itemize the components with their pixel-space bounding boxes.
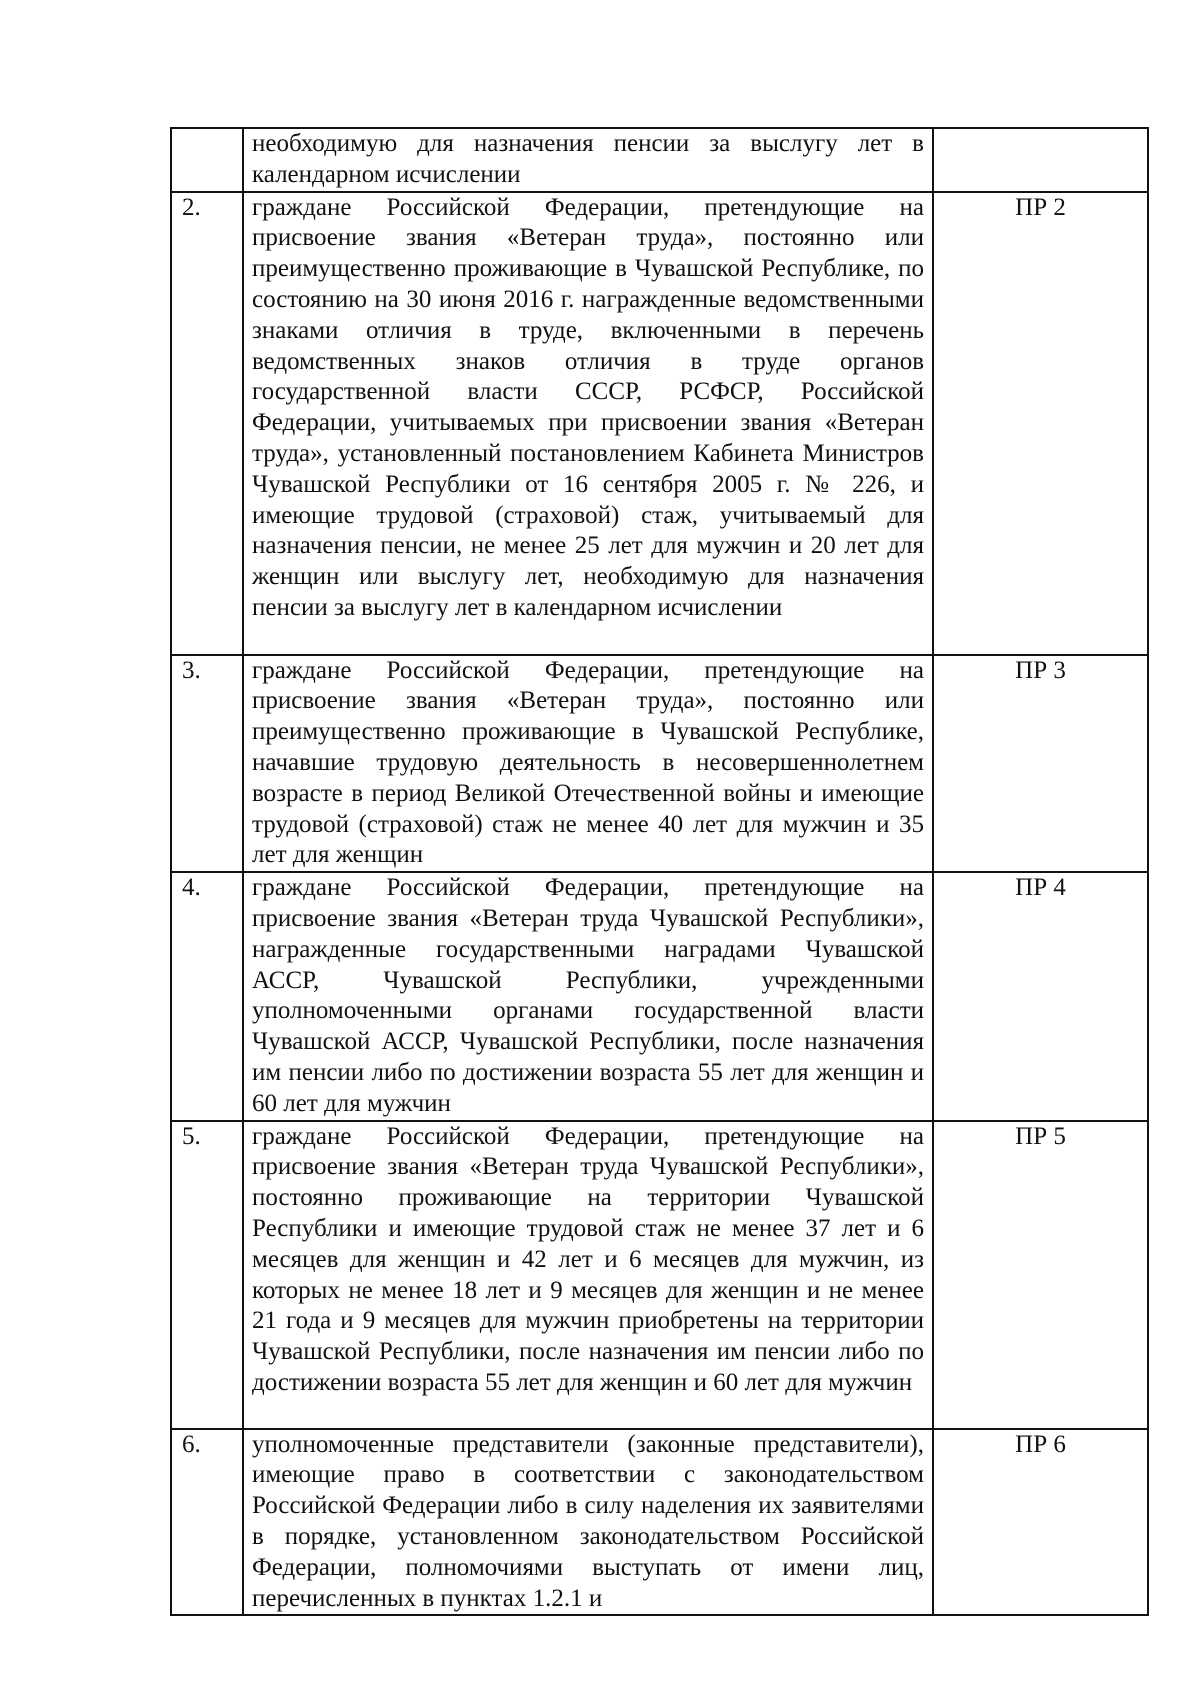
row-description: необходимую для назначения пенсии за выслугу лет в календарном исчислении bbox=[252, 130, 924, 188]
table-row bbox=[171, 128, 1148, 192]
row-number: 6. bbox=[171, 1429, 243, 1616]
table-row bbox=[171, 872, 1148, 1120]
row-code: ПР 2 bbox=[933, 192, 1148, 655]
row-code bbox=[933, 128, 1148, 192]
applicants-table bbox=[170, 127, 1149, 1616]
table-row bbox=[171, 655, 1148, 873]
row-description: уполномоченные представители (законные представители), имеющие право в соответствии с законодательством Российской Федерации либо в силу наделения их заявителями в порядке, установленном законодательством Российской Федерации, полномочиями выступать от имени лиц, перечисленных в пунктах 1.2.1 и bbox=[252, 1430, 924, 1612]
row-number: 5. bbox=[171, 1121, 243, 1429]
row-code: ПР 4 bbox=[933, 872, 1148, 1120]
row-description: граждане Российской Федерации, претендующие на присвоение звания «Ветеран труда», постоянно или преимущественно проживающие в Чувашской Республике, начавшие трудовую деятельность в несовершеннолетнем возрасте в период Великой Отечественной войны и имеющие трудовой (страховой) стаж не менее 40 лет для мужчин и 35 лет для женщин bbox=[252, 656, 924, 869]
row-code: ПР 5 bbox=[933, 1121, 1148, 1429]
row-number bbox=[171, 128, 243, 192]
row-code: ПР 6 bbox=[933, 1429, 1148, 1616]
row-description: граждане Российской Федерации, претендующие на присвоение звания «Ветеран труда», постоянно или преимущественно проживающие в Чувашской Республике, по состоянию на 30 июня 2016 г. награжденные ведомственными знаками отличия в труде, включенными в перечень ведомственных знаков отличия в труде органов государственной власти СССР, РСФСР, Российской Федерации, учитываемых при присвоении звания «Ветеран труда», установленный постановлением Кабинета Министров Чувашской Республики от 16 сентября 2005 г. № 226, и имеющие трудовой (страховой) стаж, учитываемый для назначения пенсии, не менее 25 лет для мужчин и 20 лет для женщин или выслугу лет, необходимую для назначения пенсии за выслугу лет в календарном исчислении bbox=[252, 193, 924, 621]
table-row bbox=[171, 192, 1148, 655]
row-description: граждане Российской Федерации, претендующие на присвоение звания «Ветеран труда Чувашской Республики», награжденные государственными наградами Чувашской АССР, Чувашской Республики, учрежденными уполномоченными органами государственной власти Чувашской АССР, Чувашской Республики, после назначения им пенсии либо по достижении возраста 55 лет для женщин и 60 лет для мужчин bbox=[252, 874, 924, 1117]
row-number: 4. bbox=[171, 872, 243, 1120]
table-row bbox=[171, 1121, 1148, 1429]
row-number: 3. bbox=[171, 655, 243, 873]
table-row bbox=[171, 1429, 1148, 1616]
row-code: ПР 3 bbox=[933, 655, 1148, 873]
row-description: граждане Российской Федерации, претендующие на присвоение звания «Ветеран труда Чувашской Республики», постоянно проживающие на территории Чувашской Республики и имеющие трудовой стаж не менее 37 лет и 6 месяцев для женщин и 42 лет и 6 месяцев для мужчин, из которых не менее 18 лет и 9 месяцев для женщин и не менее 21 года и 9 месяцев для мужчин приобретены на территории Чувашской Республики, после назначения им пенсии либо по достижении возраста 55 лет для женщин и 60 лет для мужчин bbox=[252, 1122, 924, 1396]
row-number: 2. bbox=[171, 192, 243, 655]
